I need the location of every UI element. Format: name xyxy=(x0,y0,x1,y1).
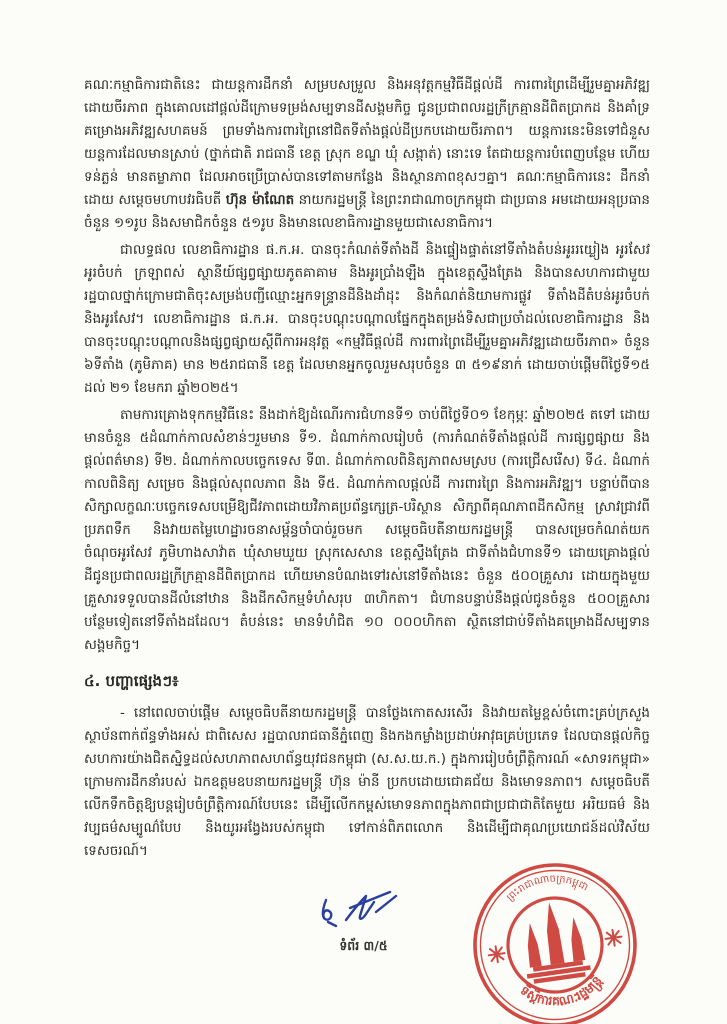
paragraph-1-pre: គណៈកម្មាធិការជាតិនេះ ជាយន្តការដឹកនាំ សម្របសម្រួល និងអនុវត្តកម្មវិធីដីផ្តល់ដី ការពារព្រៃដើម្បីរួមគ្នាអភិវឌ្ឍដោយចីរភាព ក្នុងគោលដៅផ្តល់ដីក្រោមទម្រង់សម្បទានដីសង្គមកិច្ច ជូនប្រជាពលរដ្ឋក្រីក្រគ្មានដីពិតប្រាកដ និងគាំទ្រគម្រោងអភិវឌ្ឍសហគមន៍ ព្រមទាំងការពារព្រៃនៅជិតទីតាំងផ្តល់ដីប្រកបដោយចីរភាព។ យន្តការនេះមិនទៅជំនួសយន្តការដែលមានស្រាប់ (ថ្នាក់ជាតិ រាជធានី ខេត្ត ស្រុក ខណ្ឌ ឃុំ សង្កាត់) នោះទេ តែជាយន្តការបំពេញបន្ថែម ហើយទន់ភ្លន់ មានតម្លាភាព ដែលអាចប្រើប្រាស់បានទៅតាមកន្លែង និងស្ថានភាពខុសៗគ្នា។ គណៈកម្មាធិការនេះ ដឹកនាំដោយ សម្តេចមហាបវរធិបតី xyxy=(84,77,650,208)
paragraph-1-post: នាយករដ្ឋមន្ត្រី នៃព្រះរាជាណាចក្រកម្ពុជា ជាប្រធាន អមដោយអនុប្រធានចំនួន ១១រូប និងសមាជិកចំនួន ៥១រូប និងមានលេខាធិការដ្ឋានមួយជាសេនាធិការ។ xyxy=(84,192,651,231)
document-body xyxy=(84,74,650,867)
seal-bottom-arc-label: ទីស្តីការគណៈរដ្ឋមន្ត្រី xyxy=(517,972,605,1009)
seal-top-arc-label: ព្រះរាជាណាចក្រកម្ពុជា xyxy=(504,873,590,904)
signature-ink-strokes xyxy=(323,892,396,926)
section-heading-other-issues: ៤. បញ្ហាផ្សេងៗ៖ xyxy=(84,672,179,690)
paragraph-secretariat-results: ជាលទ្ធផល លេខាធិការដ្ឋាន ផ.ក.អ. បានចុះកំណត់ទីតាំងដី និងផ្ទៀងផ្ទាត់នៅទីតាំងតំបន់អូររយ្លៀង អូរសែវ អូរចំបក់ ក្រឡាពស់ ស្ថានីយ៍ផ្សព្វផ្សាយភូតគាគាម និងអូរប្រាំងឡឹង ក្នុងខេត្តស្ទឹងត្រែង និងបានសហការជាមួយរដ្ឋបាលថ្នាក់ក្រោមជាតិចុះសម្រង់បញ្ជីឈ្មោះអ្នកទន្ទ្រានដីនិងដាំដុះ និងកំណត់និយាមការផ្លូវ ទីតាំងដីតំបន់អូរចំបក់ និងអូរសែវ។ លេខាធិការដ្ឋាន ផ.ក.អ. បានចុះបណ្តុះបណ្តាលផ្នែកក្នុងតម្រង់ទិសជាប្រចាំដល់លេខាធិការដ្ឋាន និងបានចុះបណ្តុះបណ្តាលនិងផ្សព្វផ្សាយស្តីពីការអនុវត្ត «កម្មវិធីផ្តល់ដី ការពារព្រៃដើម្បីរួមគ្នាអភិវឌ្ឍដោយចីរភាព» ចំនួន ៦ទីតាំង (ភូមិភាគ) មាន ២៥រាជធានី ខេត្ត ដែលមានអ្នកចូលរួមសរុបចំនួន ៣ ៥១៩នាក់ ដោយចាប់ផ្តើមពីថ្ងៃទី១៥ ដល់ ២១ ខែមករា ឆ្នាំ២០២៥។ xyxy=(84,242,650,396)
paragraph-program-phases: តាមការគ្រោងទុកកម្មវិធីនេះ នឹងដាក់ឱ្យដំណើរការជំហានទី១ ចាប់ពីថ្ងៃទី០១ ខែកុម្ភៈ ឆ្នាំ២០២៥ តទៅ ដោយមានចំនួន ៥ដំណាក់កាលសំខាន់ៗរួមមាន ទី១. ដំណាក់កាលរៀបចំ (ការកំណត់ទីតាំងផ្តល់ដី ការផ្សព្វផ្សាយ និងផ្តល់ពត៌មាន) ទី២. ដំណាក់កាលបច្ចេកទេស ទី៣. ដំណាក់កាលពិនិត្យភាពសមស្រប (ការជ្រើសរើស) ទី៤. ដំណាក់កាលពិនិត្យ សម្រេច និងផ្តល់សុពលភាព និង ទី៥. ដំណាក់កាលផ្តល់ដី ការពារព្រៃ និងការអភិវឌ្ឍ។ បន្ទាប់ពីបានសិក្សាលក្ខណៈបច្ចេកទេសបម្រើឱ្យជីវភាពដោយវិភាគប្រព័ន្ធក្សេត្រ-បរិស្ថាន សិក្សាពីគុណភាពដីកសិកម្ម ស្រាវជ្រាវពីប្រភពទឹក និងវាយតម្លៃហេដ្ឋារចនាសម្ព័ន្ធចាំបាច់រួចមក សម្តេចធិបតីនាយករដ្ឋមន្ត្រី បានសម្រេចកំណត់យកចំណុចអូរសែវ ភូមិហាងសាវ៉ាត ឃុំសាមឃួយ ស្រុកសេសាន ខេត្តស្ទឹងត្រែង ជាទីតាំងជំហានទី១ ដោយគ្រោងផ្តល់ដីជូនប្រជាពលរដ្ឋក្រីក្រគ្មានដីពិតប្រាកដ ហើយមានបំណងទៅរស់នៅទីតាំងនេះ ចំនួន ៥០០គ្រួសារ ដោយក្នុងមួយគ្រួសារទទួលបានដីលំនៅឋាន និងដីកសិកម្មទំហំសរុប ៣ហិកតា។ ជំហានបន្ទាប់នឹងផ្តល់ជូនចំនួន ៥០០គ្រួសារ បន្ថែមទៀតនៅទីតាំងដដែល។ តំបន់នេះ មានទំហំជិត ១០ ០០០ហិកតា ស្ថិតនៅជាប់ទីតាំងគម្រោងដីសម្បទានសង្គមកិច្ច។ xyxy=(84,407,650,653)
paragraph-other-issues-bullet: - នៅពេលចាប់ផ្តើម សម្តេចធិបតីនាយករដ្ឋមន្ត្រី បានថ្លែងកោតសរសើរ និងវាយតម្លៃខ្ពស់ចំពោះគ្រប់ក្រសួង ស្ថាប័នពាក់ព័ន្ធទាំងអស់ ជាពិសេស រដ្ឋបាលរាជធានីភ្នំពេញ និងកងកម្លាំងប្រដាប់អាវុធគ្រប់ប្រភេទ ដែលបានផ្តល់កិច្ចសហការយ៉ាងជិតស្និទ្ធដល់សហភាពសហព័ន្ធយុវជនកម្ពុជា (ស.ស.យ.ក.) ក្នុងការរៀបចំព្រឹត្តិការណ៍ «សាទរកម្ពុជា» ក្រោមការដឹកនាំរបស់ ឯកឧត្តមឧបនាយករដ្ឋមន្ត្រី ហ៊ុន ម៉ានី ប្រកបដោយជោគជ័យ និងមោទនភាព។ សម្តេចធិបតី លើកទឹកចិត្តឱ្យបន្តរៀបចំព្រឹត្តិការណ៍បែបនេះ ដើម្បីលើកកម្ពស់មោទនភាពក្នុងភាពជាប្រជាជាតិតែមួយ អរិយធម៌ និងវប្បធម៌សម្បូណ៌បែប និងយូរអង្វែងរបស់កម្ពុជា ទៅកាន់ពិភពលោក និងដើម្បីជាគុណប្រយោជន៍ដល់វិស័យទេសចរណ៍។ xyxy=(84,705,650,859)
page-number-footer: ទំព័រ ៣/៥ xyxy=(339,938,388,953)
handwritten-signature xyxy=(316,886,402,934)
paragraph-national-committee xyxy=(84,74,650,235)
official-red-seal xyxy=(459,849,651,1024)
prime-minister-name: ហ៊ុន ម៉ាណែត xyxy=(225,192,295,208)
